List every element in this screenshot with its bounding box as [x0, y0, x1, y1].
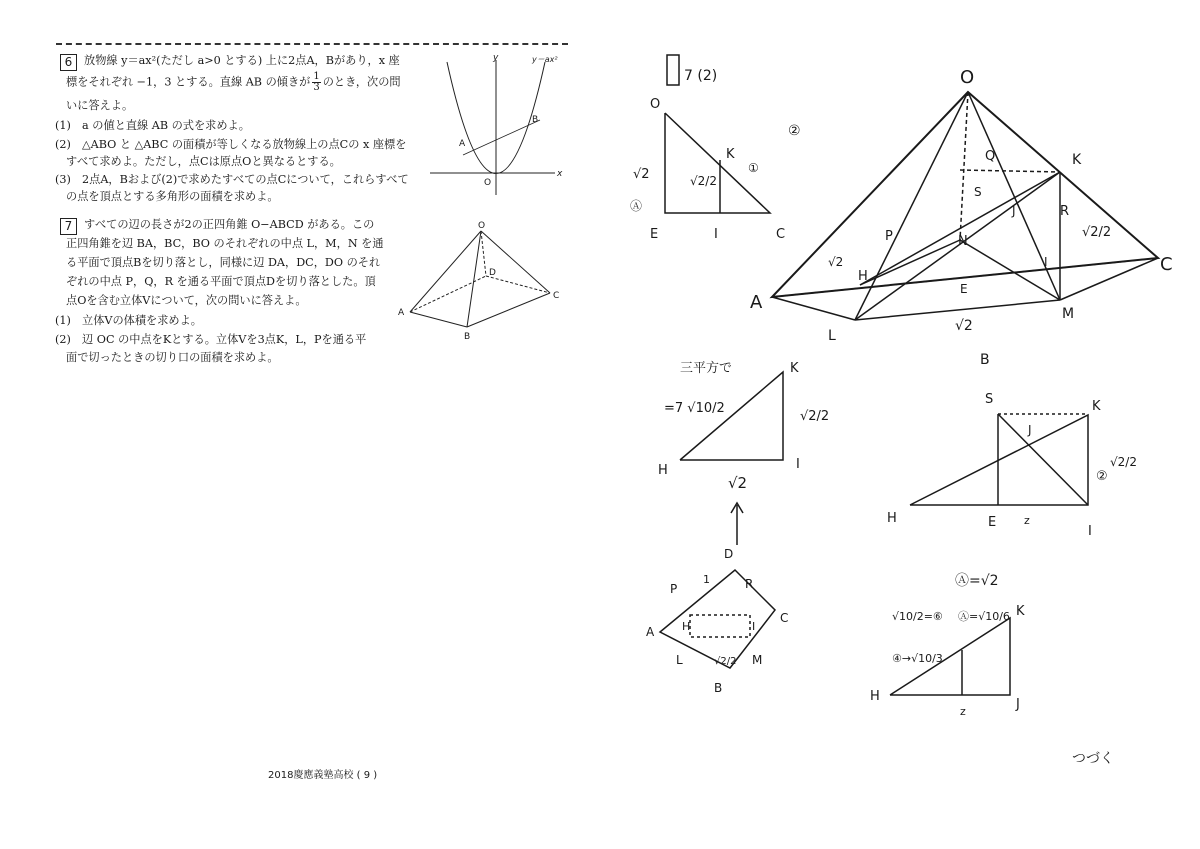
tri4-k: K	[1016, 604, 1025, 619]
sq-r: R	[745, 577, 754, 591]
big-root2b: √2	[955, 318, 973, 334]
tri1-two: ②	[788, 123, 801, 139]
pyramid-c: C	[553, 291, 560, 301]
big-b: B	[980, 352, 990, 368]
big-n: N	[958, 234, 968, 249]
a-eq-root2: Ⓐ=√2	[955, 573, 999, 589]
sq-c: C	[780, 611, 789, 625]
big-p: P	[885, 229, 893, 244]
tri4-h: H	[870, 689, 880, 704]
tri1-k: K	[726, 147, 735, 162]
parabola-graph	[430, 60, 555, 195]
big-j: J	[1012, 204, 1016, 218]
problem-7-line1: すべての辺の長さが2の正四角錐 O−ABCD がある。この	[84, 218, 375, 231]
pyramid-figure	[410, 231, 550, 327]
big-s: S	[974, 185, 982, 199]
tri3-z: z	[1024, 514, 1030, 527]
sq-half: √2/2	[714, 656, 737, 667]
graph-point-b: B	[532, 115, 539, 125]
tri3-two: ②	[1096, 469, 1108, 484]
graph-x-label: x	[557, 169, 563, 179]
big-r: R	[1060, 204, 1070, 219]
sq-a: A	[646, 625, 655, 639]
problem-6-q2b: すべて求めよ。ただし，点Cは原点Oと異なるとする。	[66, 155, 341, 168]
tri2-k: K	[790, 361, 799, 376]
problem-6-number: 6	[60, 54, 77, 71]
big-l: L	[828, 328, 836, 344]
big-h: H	[858, 269, 868, 284]
sq-i: I	[752, 620, 756, 633]
problem-7-number: 7	[60, 218, 77, 235]
notes-header: 7 (2)	[684, 68, 718, 84]
tri3-h: H	[887, 511, 897, 526]
problem-6-line3: いに答えよ。	[66, 99, 134, 112]
sq-l: L	[676, 653, 683, 667]
tri3-k: K	[1092, 399, 1101, 414]
tri1-e: E	[650, 227, 659, 242]
tri3-half: √2/2	[1110, 455, 1137, 469]
tri1-mark: Ⓐ	[630, 199, 643, 213]
tri4-j: J	[1016, 697, 1020, 712]
tsuzuku-note: つづく	[1072, 751, 1114, 767]
problem-7-q2: (2) 辺 OC の中点をKとする。立体Vを3点K，L，Pを通る平	[55, 333, 367, 346]
tri3-s: S	[985, 392, 994, 407]
big-o: O	[960, 67, 975, 88]
notes-header-box	[667, 55, 679, 85]
big-c: C	[1160, 254, 1173, 275]
problem-7-q2b: 面で切ったときの切り口の面積を求めよ。	[66, 351, 279, 364]
tri3-j: J	[1028, 423, 1032, 437]
frac-num: 1	[313, 71, 320, 82]
tri4-z: z	[960, 705, 966, 718]
triangle-hik2	[910, 415, 1088, 505]
big-q: Q	[985, 149, 996, 164]
tri1-half: √2/2	[690, 174, 717, 188]
tri2-val: =7 √10/2	[664, 401, 725, 416]
problem-7-line4: ぞれの中点 P，Q，R を通る平面で頂点Dを切り落とした。頂	[66, 275, 376, 288]
graph-y-label: y	[493, 53, 499, 63]
graph-curve-label: y＝ax²	[532, 55, 558, 64]
problem-7-line5: 点Oを含む立体Vについて，次の問いに答えよ。	[66, 294, 307, 307]
sq-m: M	[752, 653, 763, 667]
sq-one: 1	[703, 573, 710, 586]
pyramid-a: A	[398, 308, 405, 318]
sanpei-note: 三平方で	[680, 361, 733, 376]
problem-7-q1: (1) 立体Vの体積を求めよ。	[55, 314, 202, 327]
tri1-one: ①	[748, 161, 759, 175]
big-half: √2/2	[1082, 225, 1112, 240]
pyramid-d: D	[489, 268, 496, 278]
problem-6-line2a: 標をそれぞれ −1，3 とする。直線 AB の傾きが	[66, 75, 311, 89]
sq-b: B	[714, 681, 723, 695]
sq-p: P	[670, 582, 678, 596]
tri2-i: I	[796, 457, 800, 472]
handwritten-notes	[660, 55, 1158, 695]
tri1-c: C	[776, 227, 786, 242]
tri1-o: O	[650, 97, 661, 112]
sq-d: D	[724, 547, 734, 561]
sq-h: H	[682, 620, 691, 633]
big-e: E	[960, 282, 968, 296]
big-m: M	[1062, 306, 1075, 322]
big-root2a: √2	[828, 255, 844, 269]
graph-point-a: A	[459, 139, 466, 149]
problem-6-line1: 放物線 y＝ax²(ただし a>0 とする) 上に2点A，Bがあり，x 座	[84, 54, 400, 67]
tri4-c: ④→√10/3	[892, 652, 943, 665]
frac-den: 3	[313, 82, 320, 93]
graph-origin: O	[484, 178, 492, 188]
problem-7-line2: 正四角錐を辺 BA，BC，BO のそれぞれの中点 L，M，N を通	[66, 237, 384, 250]
pyramid-o: O	[478, 221, 486, 231]
problem-6-q3b: の点を頂点とする多角形の面積を求めよ。	[66, 190, 279, 203]
tri4-a: √10/2=⑥	[892, 610, 943, 623]
tri1-i: I	[714, 227, 718, 242]
tri2-half: √2/2	[800, 409, 830, 424]
problem-7-line3: る平面で頂点Bを切り落とし，同様に辺 DA，DC，DO のそれ	[66, 256, 381, 269]
tri3-e: E	[988, 515, 997, 530]
tri3-i: I	[1088, 524, 1092, 539]
problem-6-q2: (2) △ABO と △ABC の面積が等しくなる放物線上の点Cの x 座標を	[55, 138, 407, 151]
page-footer: 2018慶應義塾高校 ( 9 )	[268, 770, 378, 781]
tri1-root2: √2	[633, 167, 650, 182]
tri2-h: H	[658, 463, 668, 478]
big-i: I	[1044, 255, 1048, 269]
line-ab	[463, 120, 540, 155]
problem-6-q3: (3) 2点A，Bおよび(2)で求めたすべての点Cについて，これらすべて	[55, 173, 409, 186]
pyramid-b: B	[464, 332, 471, 342]
problem-6-line2b: のとき，次の問	[322, 75, 401, 89]
problem-6-q1: (1) a の値と直線 AB の式を求めよ。	[55, 119, 250, 132]
triangle-hik	[680, 372, 783, 460]
big-a: A	[750, 292, 763, 313]
tri2-root2: √2	[728, 474, 748, 492]
tri4-b: Ⓐ=√10/6	[958, 610, 1010, 623]
big-k: K	[1072, 152, 1082, 168]
